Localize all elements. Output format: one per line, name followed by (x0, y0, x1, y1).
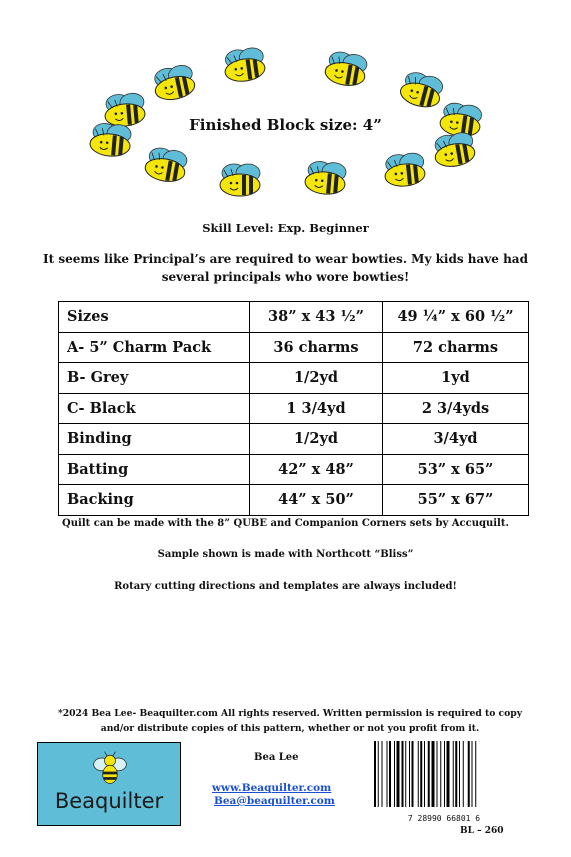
table-cell: A- 5” Charm Pack (59, 332, 250, 363)
sample-note: Sample shown is made with Northcott “Bliss” (157, 549, 414, 560)
table-cell: 38” x 43 ½” (250, 302, 383, 333)
table-cell: 1/2yd (250, 363, 383, 394)
copyright-notice: *2024 Bea Lee- Beaquilter.com All rights reserved. Written permission is required to copy and/or distribute copies of this pattern, whether or not you profit from it. (57, 708, 523, 734)
barcode-bar (447, 741, 450, 807)
bee-icon (432, 131, 477, 169)
logo-bee-icon (90, 749, 130, 787)
barcode-bar (389, 741, 391, 807)
bee-icon (143, 146, 188, 184)
barcode-bar (453, 741, 454, 807)
bee-icon (323, 50, 368, 88)
table-row (59, 424, 529, 455)
barcode-bar (418, 741, 419, 807)
barcode (368, 741, 520, 821)
table-cell: 44” x 50” (250, 485, 383, 516)
pattern-code: BL – 260 (460, 826, 504, 836)
table-cell: Backing (59, 485, 250, 516)
barcode-bar (432, 741, 435, 807)
table-cell: 1yd (383, 363, 529, 394)
rotary-note: Rotary cutting directions and templates are always included! (114, 581, 457, 592)
table-cell: 1/2yd (250, 424, 383, 455)
barcode-bar (397, 741, 400, 807)
table-cell: Sizes (59, 302, 250, 333)
table-row (59, 485, 529, 516)
bee-ring-illustration (0, 0, 571, 205)
barcode-number: 7 28990 66801 6 (407, 814, 481, 823)
table-cell: 53” x 65” (383, 454, 529, 485)
barcode-bar (428, 741, 430, 807)
table-cell: 42” x 48” (250, 454, 383, 485)
bee-icon (220, 164, 260, 196)
barcode-bar (424, 741, 425, 807)
table-row (59, 454, 529, 485)
bee-icon (151, 63, 197, 103)
email-link[interactable]: Bea@beaquilter.com (214, 795, 335, 807)
barcode-bar (420, 741, 422, 807)
table-cell: 1 3/4yd (250, 393, 383, 424)
table-cell: 3/4yd (383, 424, 529, 455)
barcode-bar (437, 741, 438, 807)
table-cell: Binding (59, 424, 250, 455)
bee-icon (398, 70, 445, 111)
barcode-bar (412, 741, 414, 807)
bee-icon (222, 46, 266, 83)
bee-icon (304, 160, 347, 195)
fabric-requirements-table (58, 301, 529, 516)
barcode-bar (409, 741, 410, 807)
barcode-bar (472, 741, 473, 807)
author-name: Bea Lee (254, 752, 299, 763)
finished-block-size: Finished Block size: 4” (189, 116, 382, 134)
barcode-bar (378, 741, 379, 807)
barcode-bar (444, 741, 445, 807)
table-cell: 36 charms (250, 332, 383, 363)
table-cell: C- Black (59, 393, 250, 424)
table-cell: 2 3/4yds (383, 393, 529, 424)
website-link[interactable]: www.Beaquilter.com (212, 782, 332, 794)
skill-level: Skill Level: Exp. Beginner (202, 221, 369, 235)
barcode-bar (475, 741, 476, 807)
beaquilter-logo (37, 742, 181, 826)
table-row (59, 393, 529, 424)
barcode-bars (368, 741, 520, 809)
table-cell: Batting (59, 454, 250, 485)
table-cell: 55” x 67” (383, 485, 529, 516)
barcode-bar (440, 741, 441, 807)
barcode-bar (468, 741, 470, 807)
barcode-bar (374, 741, 376, 807)
barcode-bar (382, 741, 383, 807)
bee-icon (383, 152, 426, 188)
table-row (59, 332, 529, 363)
table-cell: 49 ¼” x 60 ½” (383, 302, 529, 333)
barcode-bar (402, 741, 404, 807)
barcode-bar (394, 741, 395, 807)
barcode-bar (455, 741, 457, 807)
intro-text: It seems like Principal’s are required to wear bowties. My kids have had several principals who wore bowties! (43, 252, 528, 284)
table-cell: B- Grey (59, 363, 250, 394)
barcode-bar (463, 741, 464, 807)
qube-note: Quilt can be made with the 8” QUBE and Companion Corners sets by Accuquilt. (62, 518, 509, 529)
table-row (59, 363, 529, 394)
barcode-bar (387, 741, 388, 807)
table-row (59, 302, 529, 333)
table-cell: 72 charms (383, 332, 529, 363)
logo-text: Beaquilter (54, 789, 164, 813)
barcode-bar (459, 741, 460, 807)
barcode-bar (405, 741, 406, 807)
